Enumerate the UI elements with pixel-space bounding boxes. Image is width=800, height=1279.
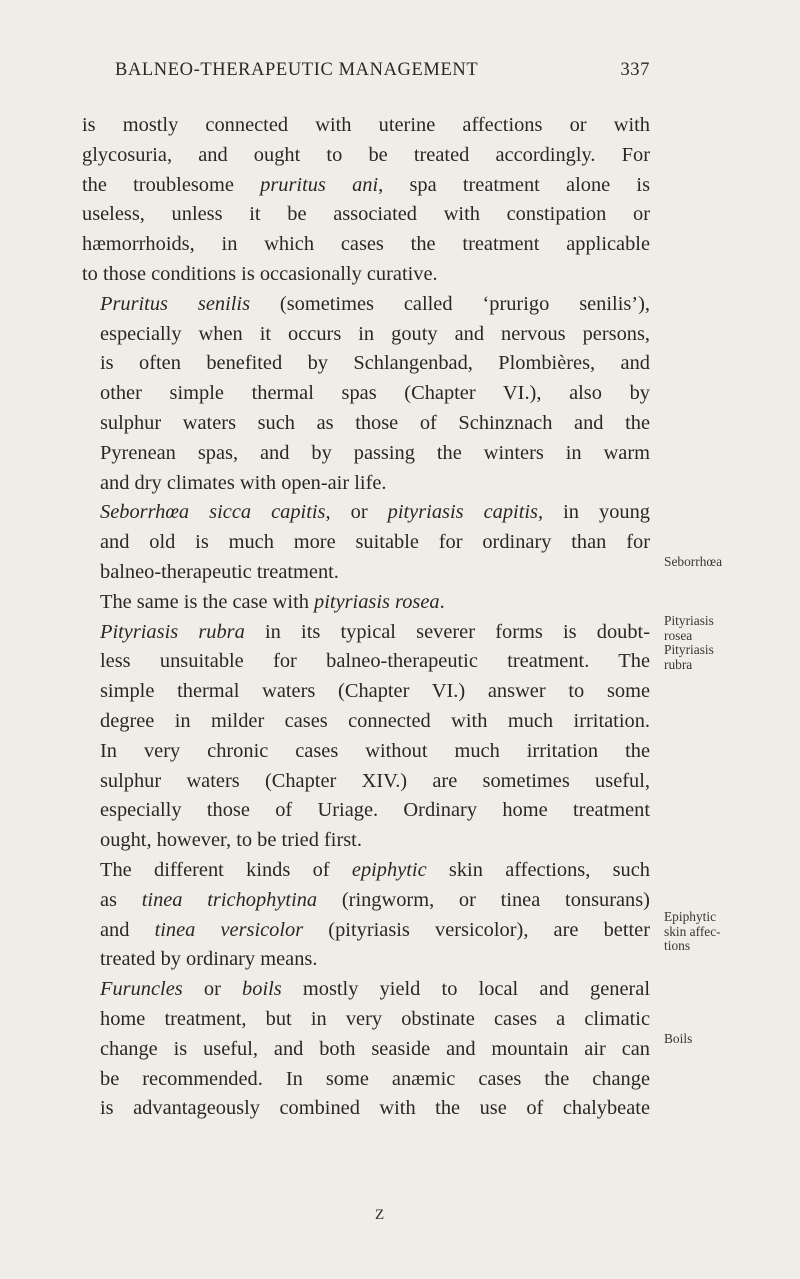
text-line: ought, however, to be tried first.: [100, 829, 362, 852]
text-line: home treatment, but in very obstinate cases a climatic: [100, 1007, 650, 1030]
text-line: is often benefited by Schlangenbad, Plombières, and: [100, 352, 650, 375]
side-note-line: Seborrhœa: [664, 554, 723, 569]
text-line: In very chronic cases without much irritation the: [100, 739, 650, 762]
text-line: The same is the case with pityriasis rosea.: [100, 590, 445, 613]
paragraph-uterine-pruritus-ani: [82, 111, 650, 290]
side-note-epiphytic: [664, 910, 744, 954]
text-line: be recommended. In some anæmic cases the change: [100, 1067, 650, 1090]
text-line: The different kinds of epiphytic skin affections, such: [100, 858, 650, 881]
text-line: useless, unless it be associated with constipation or: [82, 203, 650, 226]
paragraph-pruritus-senilis: [82, 290, 650, 499]
text-line: is advantageously combined with the use of chalybeate: [100, 1097, 650, 1120]
text-line: other simple thermal spas (Chapter VI.), also by: [100, 382, 650, 405]
text-line: simple thermal waters (Chapter VI.) answer to some: [100, 680, 650, 703]
paragraph-seborrhoea: [82, 498, 650, 587]
side-note-line: Pityriasis: [664, 642, 714, 657]
body-text: [82, 111, 650, 1124]
text-line: change is useful, and both seaside and mountain air can: [100, 1037, 650, 1060]
text-line: Pruritus senilis (sometimes called ‘prurigo senilis’),: [100, 292, 650, 315]
text-line: balneo-therapeutic treatment.: [100, 560, 339, 583]
side-note-line: skin affec-: [664, 923, 721, 939]
side-note-boils: [664, 1032, 744, 1047]
running-head: [115, 60, 650, 90]
text-line: treated by ordinary means.: [100, 948, 318, 971]
text-line: Seborrhœa sicca capitis, or pityriasis capitis, in young: [100, 501, 650, 524]
text-line: especially when it occurs in gouty and nervous persons,: [100, 322, 650, 345]
paragraph-epiphytic-affections: [82, 856, 650, 975]
text-line: and dry climates with open-air life.: [100, 471, 387, 494]
side-note-seborrhoea: [664, 555, 744, 570]
side-note-line: rubra: [664, 656, 693, 672]
text-line: to those conditions is occasionally curative.: [82, 262, 438, 285]
text-line: Pyrenean spas, and by passing the winters in warm: [100, 441, 650, 464]
text-line: as tinea trichophytina (ringworm, or tinea tonsurans): [100, 888, 650, 911]
text-line: sulphur waters (Chapter XIV.) are sometimes useful,: [100, 769, 650, 792]
text-line: and old is much more suitable for ordinary than for: [100, 531, 650, 554]
text-line: and tinea versicolor (pityriasis versicolor), are better: [100, 918, 650, 941]
text-line: the troublesome pruritus ani, spa treatment alone is: [82, 173, 651, 196]
side-note-pityriasis: [664, 614, 744, 672]
text-line: is mostly connected with uterine affections or with: [82, 114, 650, 136]
side-note-line: rosea: [664, 627, 693, 643]
text-line: glycosuria, and ought to be treated accordingly. For: [82, 143, 650, 166]
page-number: 337: [620, 60, 650, 80]
text-line: less unsuitable for balneo-therapeutic treatment. The: [100, 650, 650, 673]
text-line: Furuncles or boils mostly yield to local and general: [100, 978, 650, 1001]
side-note-line: tions: [664, 938, 691, 953]
signature-mark: Z: [375, 1207, 385, 1223]
text-line: degree in milder cases connected with much irritation.: [100, 709, 650, 732]
text-line: hæmorrhoids, in which cases the treatment applicable: [82, 233, 650, 256]
paragraph-furuncles: [82, 975, 650, 1124]
paragraph-pityriasis-rosea: [82, 588, 650, 618]
running-title: BALNEO-THERAPEUTIC MANAGEMENT: [115, 60, 479, 80]
side-note-line: Boils: [664, 1031, 693, 1046]
side-note-line: Epiphytic: [664, 909, 717, 924]
text-line: especially those of Uriage. Ordinary home treatment: [100, 799, 650, 822]
paragraph-pityriasis-rubra: [82, 618, 650, 856]
text-line: sulphur waters such as those of Schinznach and the: [100, 411, 650, 434]
text-line: Pityriasis rubra in its typical severer forms is doubt-: [100, 620, 650, 643]
side-note-line: Pityriasis: [664, 613, 714, 628]
